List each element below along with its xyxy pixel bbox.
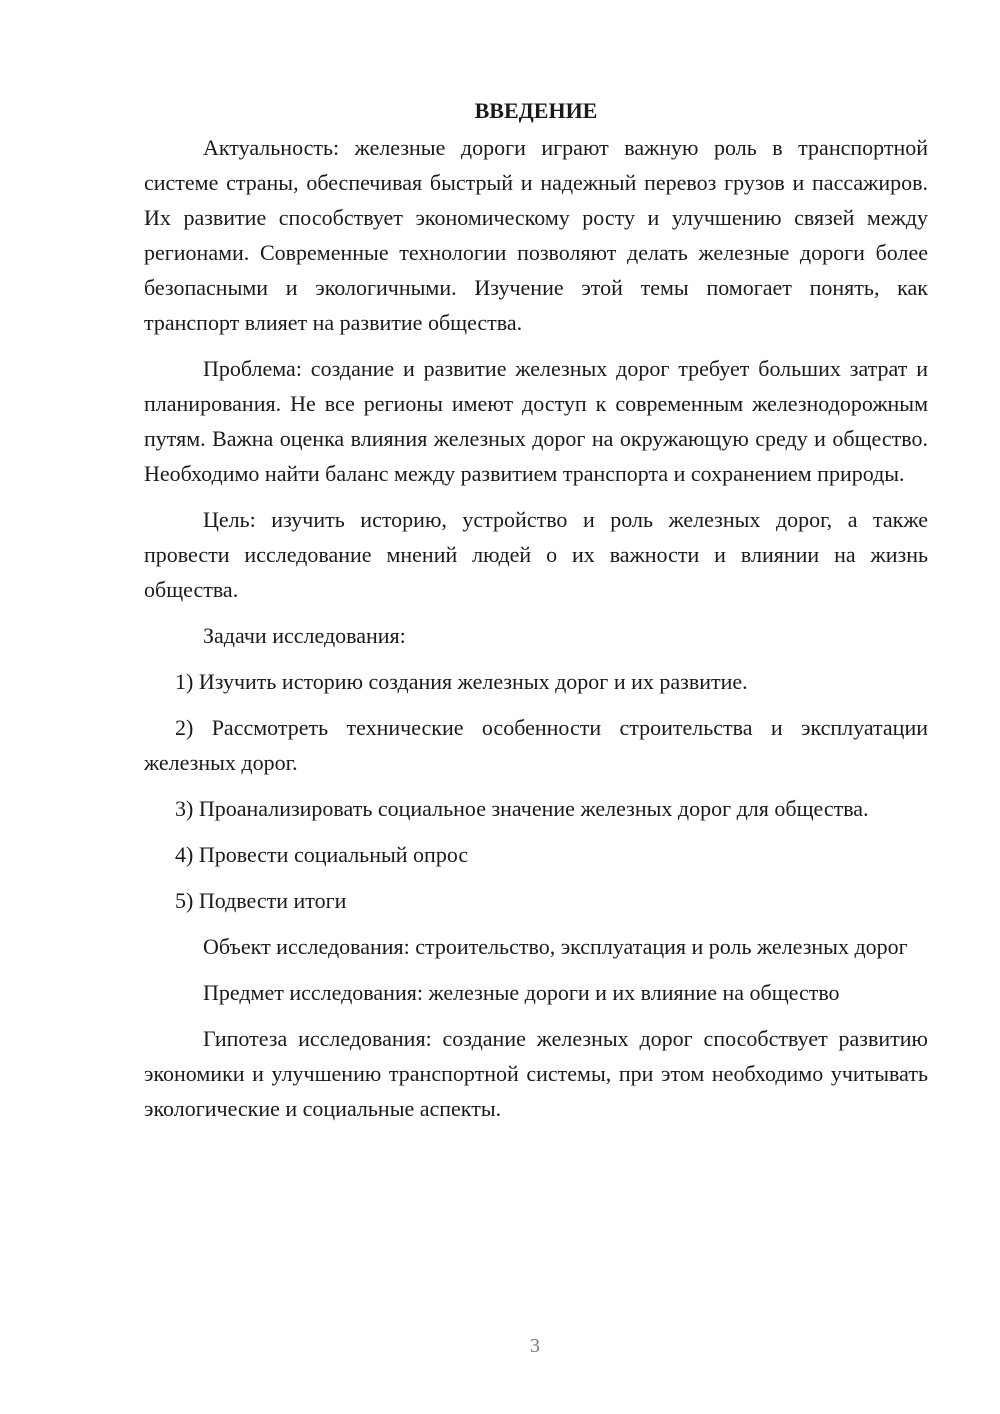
task-item-5: 5) Подвести итоги: [175, 888, 347, 913]
page-number: 3: [530, 1335, 540, 1357]
task-item-1: 1) Изучить историю создания железных дорог и их развитие.: [175, 669, 748, 694]
section-title: ВВЕДЕНИЕ: [474, 98, 598, 123]
paragraph-object: Объект исследования: строительство, эксплуатация и роль железных дорог: [203, 934, 908, 959]
document-body: [144, 94, 928, 1137]
paragraph-problem: Проблема: создание и развитие железных дорог требует больших затрат и планирования. Не все регионы имеют доступ к современным железнодорожным путям. Важна оценка влияния железных дорог на окружающую среду и общество. Необходимо найти баланс между развитием транспорта и сохранением природы.: [144, 356, 928, 486]
paragraph-relevance: Актуальность: железные дороги играют важную роль в транспортной системе страны, обеспечивая быстрый и надежный перевоз грузов и пассажиров. Их развитие способствует экономическому росту и улучшению связей между регионами. Современные технологии позволяют делать железные дороги более безопасными и экологичными. Изучение этой темы помогает понять, как транспорт влияет на развитие общества.: [144, 135, 928, 335]
paragraph-goal: Цель: изучить историю, устройство и роль железных дорог, а также провести исследование мнений людей о их важности и влиянии на жизнь общества.: [144, 507, 928, 602]
task-item-3: 3) Проанализировать социальное значение железных дорог для общества.: [175, 796, 869, 821]
task-item-2: 2) Рассмотреть технические особенности строительства и эксплуатации железных дорог.: [144, 715, 928, 775]
task-item-4: 4) Провести социальный опрос: [175, 842, 469, 867]
paragraph-hypothesis: Гипотеза исследования: создание железных дорог способствует развитию экономики и улучшению транспортной системы, при этом необходимо учитывать экологические и социальные аспекты.: [144, 1026, 928, 1121]
tasks-heading: Задачи исследования:: [203, 623, 406, 648]
paragraph-subject: Предмет исследования: железные дороги и их влияние на общество: [203, 980, 840, 1005]
